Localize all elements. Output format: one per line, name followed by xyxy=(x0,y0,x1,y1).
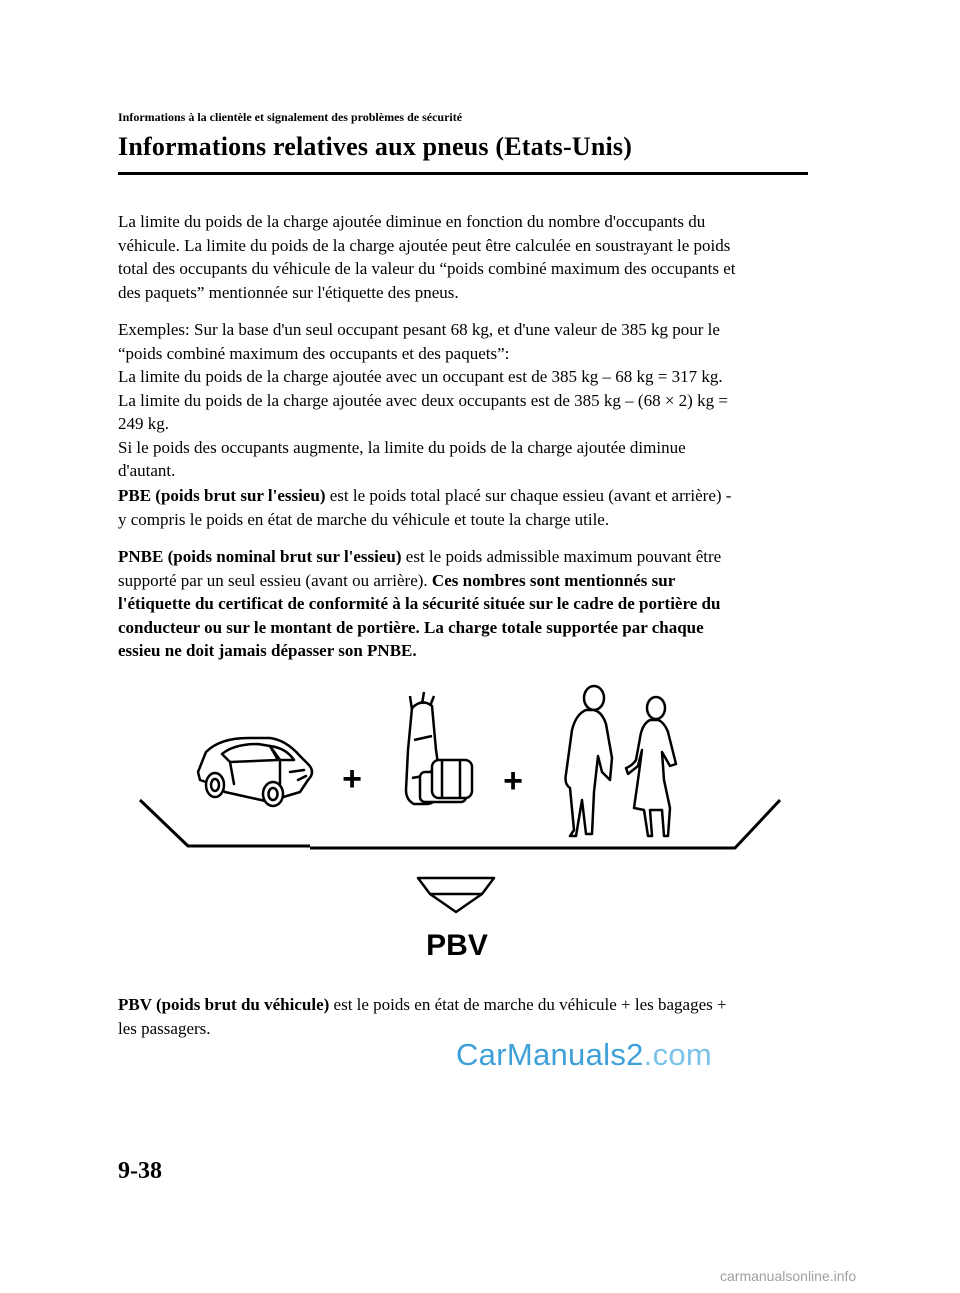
page-title: Informations relatives aux pneus (Etats-Unis) xyxy=(118,132,633,161)
text-line xyxy=(118,592,808,616)
text-line: les passagers. xyxy=(118,1018,211,1038)
text-line xyxy=(118,639,808,663)
text-line xyxy=(118,484,808,508)
watermark-domain: .com xyxy=(643,1037,713,1072)
text-line: La limite du poids de la charge ajoutée avec deux occupants est de 385 kg – (68 × 2) kg = xyxy=(118,390,728,410)
text-fragment: est le poids total placé sur chaque essieu (avant et arrière) - xyxy=(325,486,732,505)
watermark-logo xyxy=(456,1037,712,1073)
page-number: 9-38 xyxy=(118,1158,162,1184)
paragraph-pbv xyxy=(118,993,808,1040)
plus-sign: + xyxy=(342,760,362,798)
down-arrow-icon xyxy=(418,878,494,912)
paragraph-examples xyxy=(118,318,808,483)
watermark-text: CarManuals2 xyxy=(456,1037,644,1072)
bold-fragment: l'étiquette du certificat de conformité à la sécurité située sur le cadre de portière du xyxy=(118,594,721,613)
text-line: Si le poids des occupants augmente, la limite du poids de la charge ajoutée diminue xyxy=(118,437,686,457)
text-line: 249 kg. xyxy=(118,414,169,433)
text-line: Exemples: Sur la base d'un seul occupant pesant 68 kg, et d'une valeur de 385 kg pour le xyxy=(118,320,720,339)
paragraph-load-limit xyxy=(118,210,808,304)
gross-vehicle-weight-illustration xyxy=(130,680,790,980)
text-line: des paquets” mentionnée sur l'étiquette des pneus. xyxy=(118,282,459,302)
bold-fragment: conducteur ou sur le montant de portière. La charge totale supportée par chaque xyxy=(118,617,704,637)
text-line xyxy=(118,993,808,1017)
passengers-icon xyxy=(566,686,677,836)
text-line: y compris le poids en état de marche du véhicule et toute la charge utile. xyxy=(118,509,610,529)
term-pnbe: PNBE (poids nominal brut sur l'essieu) xyxy=(118,547,402,566)
paragraph-pbe xyxy=(118,484,808,531)
text-line: véhicule. La limite du poids de la charge ajoutée peut être calculée en soustrayant le poids xyxy=(118,235,731,255)
text-fragment: est le poids admissible maximum pouvant être xyxy=(401,547,722,566)
bold-fragment: essieu ne doit jamais dépasser son PNBE. xyxy=(118,641,417,660)
text-fragment: supporté par un seul essieu (avant ou arrière). xyxy=(118,570,432,590)
text-line: total des occupants du véhicule de la valeur du “poids combiné maximum des occupants et xyxy=(118,259,736,278)
term-pbe: PBE (poids brut sur l'essieu) xyxy=(118,486,326,505)
term-pbv: PBV (poids brut du véhicule) xyxy=(118,995,330,1014)
title-divider xyxy=(118,172,808,175)
bracket-line xyxy=(140,800,780,848)
text-line: La limite du poids de la charge ajoutée diminue en fonction du nombre d'occupants du xyxy=(118,212,706,231)
footer-site-link[interactable]: carmanualsonline.info xyxy=(720,1268,857,1284)
text-line xyxy=(118,569,808,593)
text-line xyxy=(118,616,808,640)
section-label: Informations à la clientèle et signalement des problèmes de sécurité xyxy=(118,110,463,124)
luggage-icon xyxy=(406,692,472,804)
text-line: “poids combiné maximum des occupants et des paquets”: xyxy=(118,343,510,363)
car-icon xyxy=(198,738,312,806)
text-line: d'autant. xyxy=(118,461,176,480)
paragraph-pnbe xyxy=(118,545,808,663)
plus-sign: + xyxy=(503,762,523,800)
pbv-label: PBV xyxy=(426,929,488,962)
text-line xyxy=(118,545,808,569)
text-fragment: est le poids en état de marche du véhicule + les bagages + xyxy=(329,995,727,1014)
text-line: La limite du poids de la charge ajoutée avec un occupant est de 385 kg – 68 kg = 317 kg. xyxy=(118,367,723,386)
bold-fragment: Ces nombres sont mentionnés sur xyxy=(431,570,676,590)
